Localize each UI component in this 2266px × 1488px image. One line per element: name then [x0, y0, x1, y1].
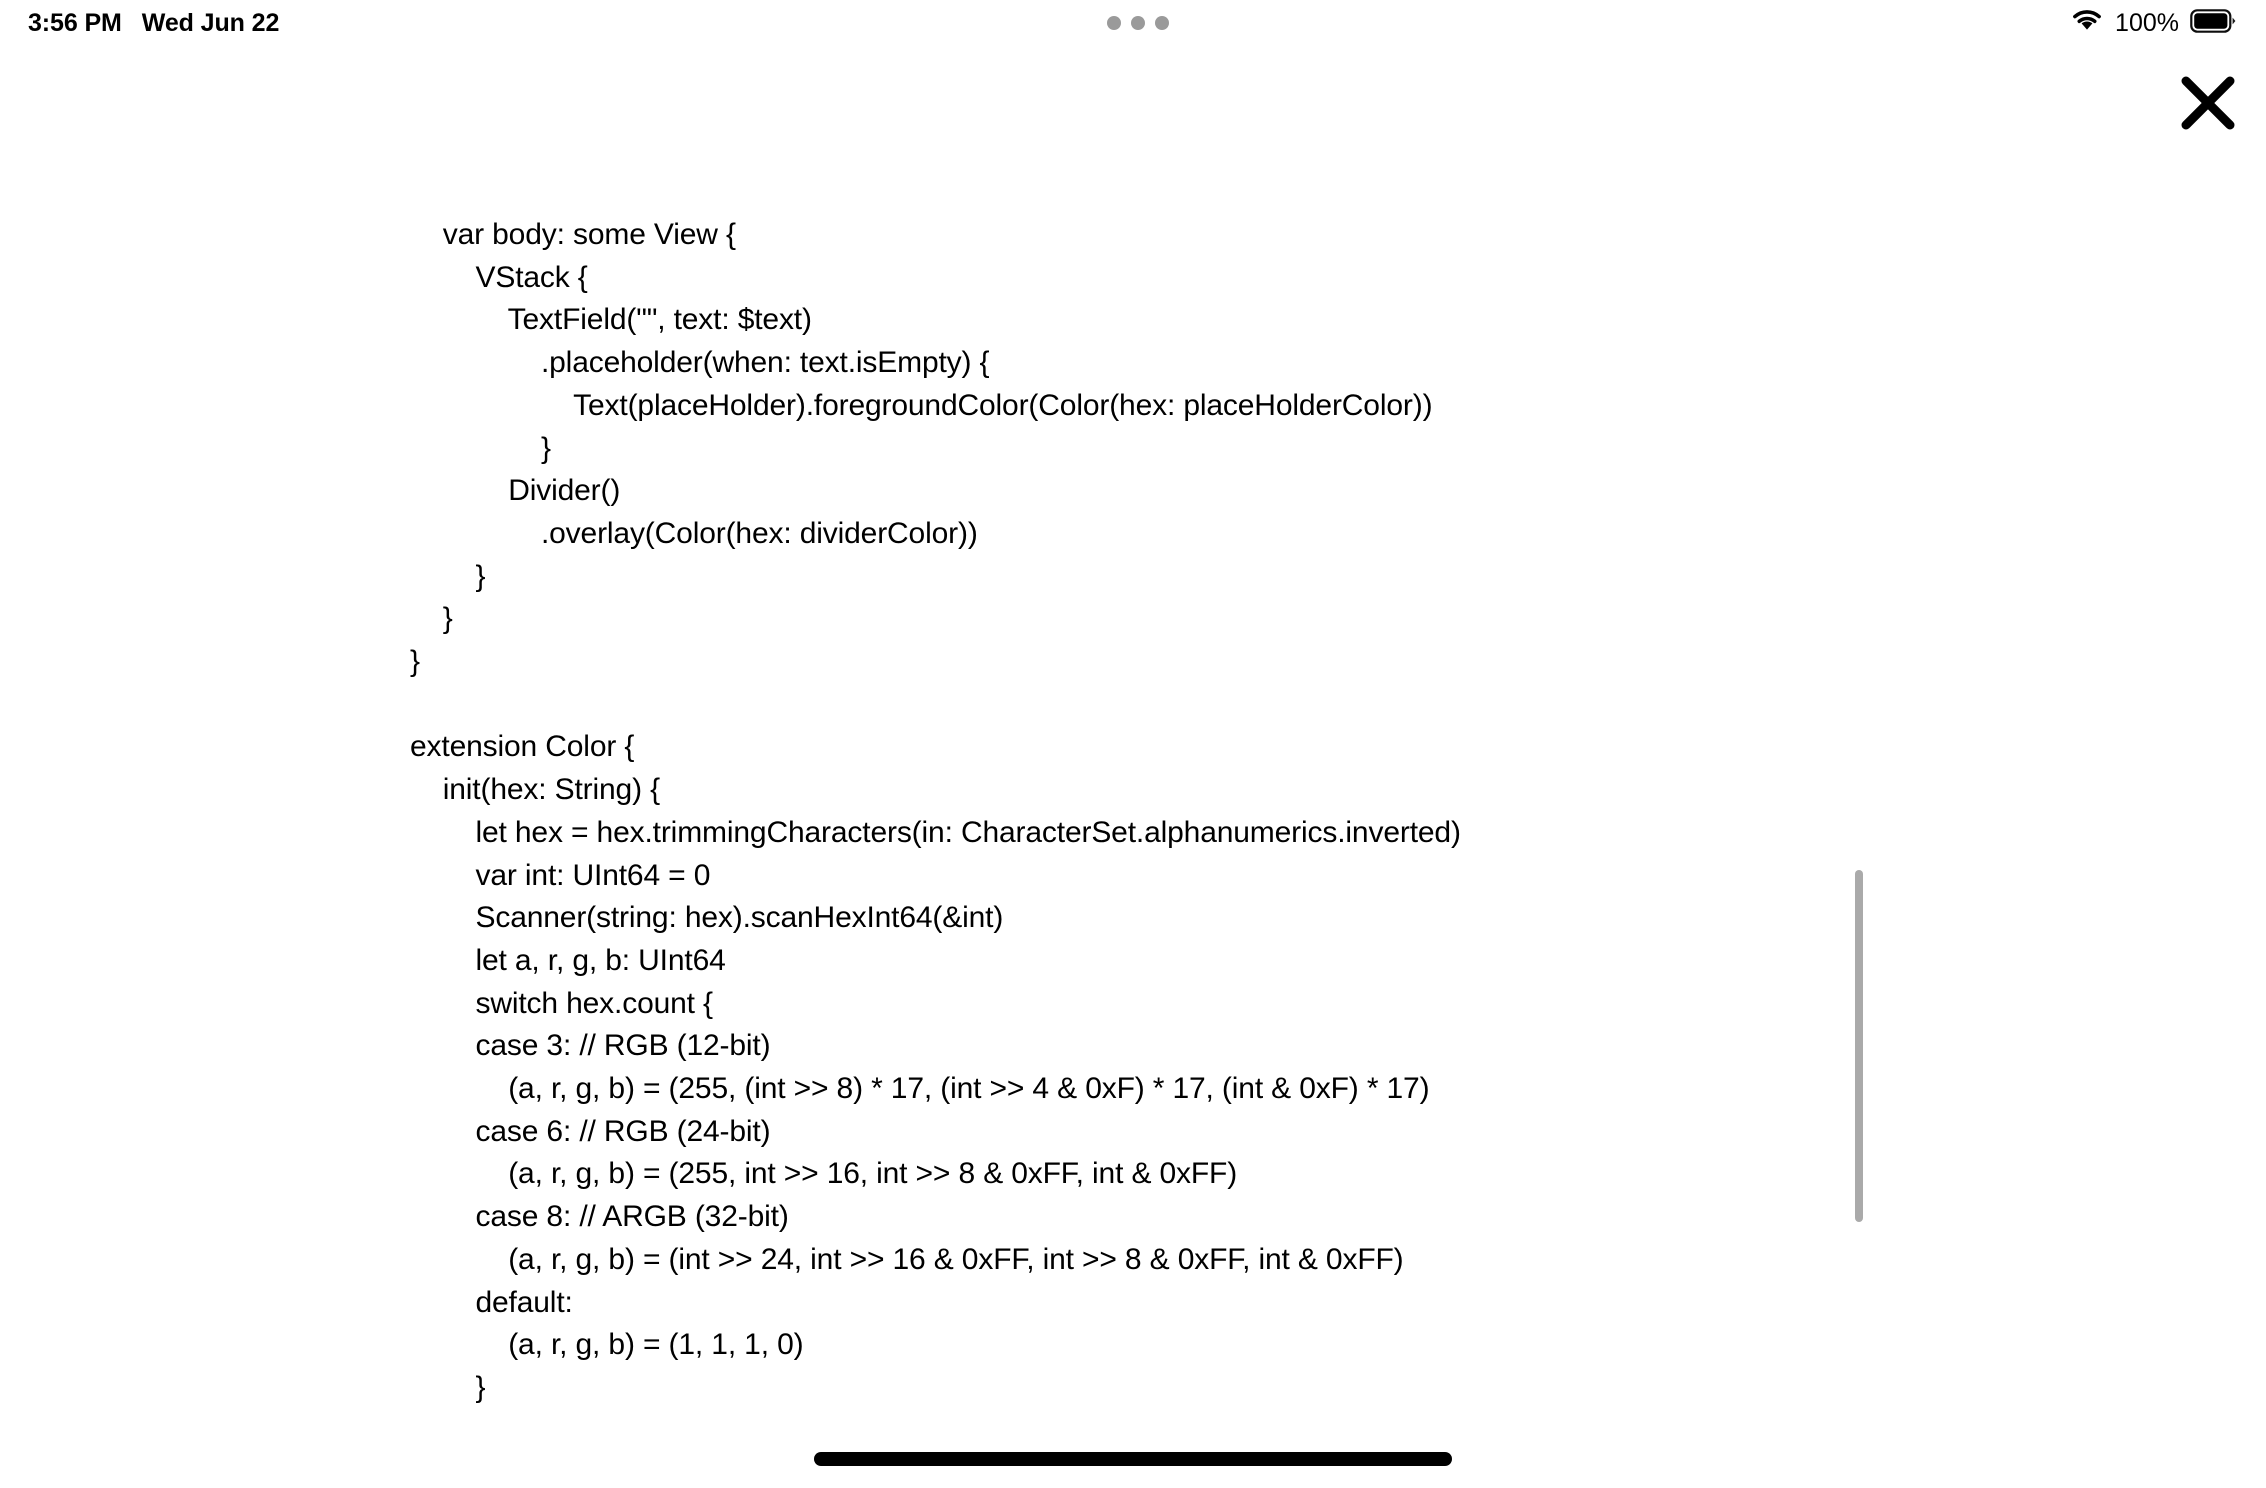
code-line: } — [410, 1370, 486, 1404]
handle-dot — [1107, 16, 1121, 30]
code-line: init(hex: String) { — [410, 773, 660, 807]
code-line: case 3: // RGB (12-bit) — [410, 1029, 771, 1063]
code-line: .placeholder(when: text.isEmpty) { — [410, 346, 990, 380]
code-line: extension Color { — [410, 730, 635, 764]
battery-percent-label: 100% — [2115, 8, 2179, 37]
code-viewer[interactable] — [0, 214, 2266, 1424]
code-line: Text(placeHolder).foregroundColor(Color(hex: placeHolderColor)) — [410, 388, 1433, 422]
code-line: let a, r, g, b: UInt64 — [410, 943, 726, 977]
code-line: let hex = hex.trimmingCharacters(in: CharacterSet.alphanumerics.inverted) — [410, 815, 1461, 849]
vertical-scrollbar[interactable] — [1855, 870, 1863, 1222]
wifi-icon — [2070, 8, 2104, 38]
code-line: .overlay(Color(hex: dividerColor)) — [410, 516, 978, 550]
code-line: (a, r, g, b) = (255, int >> 16, int >> 8 & 0xFF, int & 0xFF) — [410, 1157, 1238, 1191]
battery-full-icon — [2190, 9, 2236, 38]
multitasking-handle-icon[interactable] — [1107, 16, 1169, 30]
code-line: var int: UInt64 = 0 — [410, 858, 711, 892]
status-bar-date: Wed Jun 22 — [141, 8, 280, 37]
home-indicator[interactable] — [814, 1452, 1452, 1466]
code-line: Divider() — [410, 474, 621, 508]
code-line: switch hex.count { — [410, 986, 713, 1020]
close-button[interactable] — [2175, 72, 2241, 138]
handle-dot — [1131, 16, 1145, 30]
status-bar-left — [28, 8, 280, 37]
code-line: TextField("", text: $text) — [410, 303, 812, 337]
code-line: (a, r, g, b) = (int >> 24, int >> 16 & 0xFF, int >> 8 & 0xFF, int & 0xFF) — [410, 1242, 1404, 1276]
code-line: Scanner(string: hex).scanHexInt64(&int) — [410, 901, 1004, 935]
code-line: VStack { — [410, 260, 588, 294]
close-x-icon — [2178, 73, 2238, 138]
code-line: var body: some View { — [410, 218, 736, 251]
status-bar-time: 3:56 PM — [28, 8, 122, 37]
code-line: } — [410, 645, 420, 679]
code-line: (a, r, g, b) = (255, (int >> 8) * 17, (int >> 4 & 0xF) * 17, (int & 0xF) * 17) — [410, 1072, 1430, 1106]
code-line: default: — [410, 1285, 573, 1319]
code-line: } — [410, 431, 551, 465]
code-line — [410, 684, 1461, 727]
code-block — [410, 214, 1461, 1410]
code-line: } — [410, 559, 486, 593]
handle-dot — [1155, 16, 1169, 30]
code-line: } — [410, 602, 453, 636]
status-bar-right — [2070, 8, 2236, 38]
code-line: case 8: // ARGB (32-bit) — [410, 1200, 789, 1234]
code-line: case 6: // RGB (24-bit) — [410, 1114, 771, 1148]
code-line: (a, r, g, b) = (1, 1, 1, 0) — [410, 1328, 804, 1362]
